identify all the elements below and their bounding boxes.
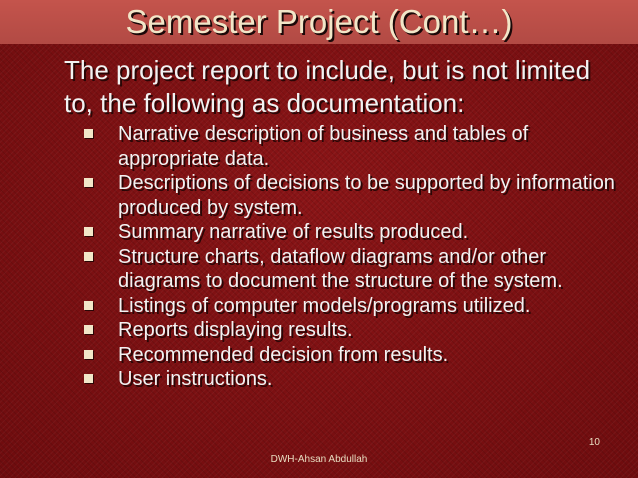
bullet-item <box>64 245 624 294</box>
bullet-item <box>64 367 624 392</box>
bullet-item <box>64 318 624 343</box>
bullet-text: Listings of computer models/programs utilized. <box>118 294 531 317</box>
square-bullet-icon <box>84 301 93 310</box>
square-bullet-icon <box>84 350 93 359</box>
bullet-text: Reports displaying results. <box>118 319 353 341</box>
slide-content <box>64 54 624 392</box>
square-bullet-icon <box>84 227 93 236</box>
square-bullet-icon <box>84 325 93 334</box>
page-number: 10 <box>588 437 600 448</box>
square-bullet-icon <box>84 129 93 138</box>
bullet-text: Recommended decision from results. <box>118 343 449 366</box>
square-bullet-icon <box>84 178 93 187</box>
bullet-text: Summary narrative of results produced. <box>118 221 469 243</box>
bullet-item <box>64 294 624 319</box>
bullet-text: User instructions. <box>118 368 273 390</box>
bullet-item <box>64 122 624 171</box>
bullet-list <box>64 122 624 392</box>
footer-text: DWH-Ahsan Abdullah <box>270 454 368 465</box>
bullet-item <box>64 220 624 245</box>
bullet-item <box>64 343 624 368</box>
bullet-item <box>64 171 624 220</box>
square-bullet-icon <box>84 374 93 383</box>
bullet-text: Descriptions of decisions to be supported by information produced by system. <box>118 172 615 219</box>
square-bullet-icon <box>84 252 93 261</box>
bullet-text: Narrative description of business and tables of appropriate data. <box>118 123 529 170</box>
slide-title: Semester Project (Cont…) <box>125 3 513 40</box>
intro-paragraph: The project report to include, but is not limited to, the following as documentation: <box>64 55 591 118</box>
bullet-text: Structure charts, dataflow diagrams and/or other diagrams to document the structure of the system. <box>118 245 563 292</box>
